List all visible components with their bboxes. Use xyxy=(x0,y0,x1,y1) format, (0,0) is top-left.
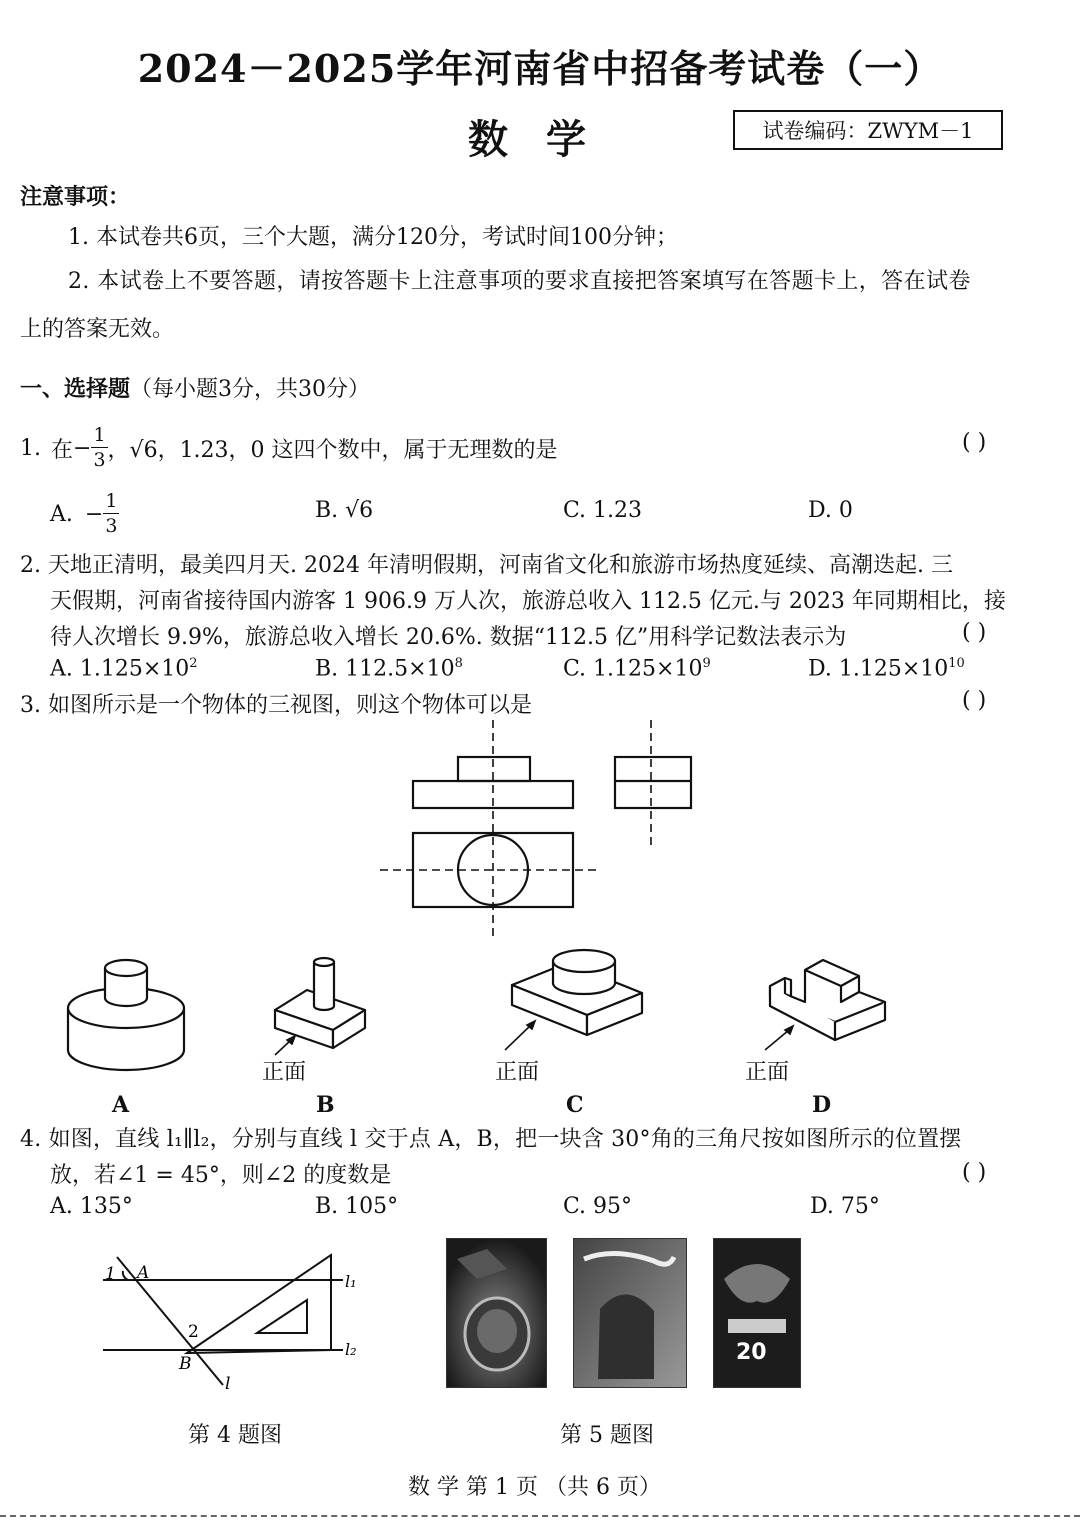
q1-stem xyxy=(20,423,558,473)
q2-line3: 待人次增长 9.9%，旅游总收入增长 20.6%. 数据“112.5 亿”用科学记数法表示为 xyxy=(50,625,847,650)
q3-label-d: D xyxy=(812,1092,832,1118)
q1-option-a-num: 1 xyxy=(105,490,118,512)
q3-option-b-figure xyxy=(265,950,375,1060)
q1-option-a xyxy=(50,488,119,540)
q1-option-c: C. 1.23 xyxy=(563,498,643,523)
q4-label-l: l xyxy=(225,1374,231,1394)
q2-option-d-exp: 10 xyxy=(948,656,965,671)
q3-label-b: B xyxy=(316,1092,335,1118)
q2-option-d xyxy=(808,656,965,681)
q3-option-c-figure xyxy=(497,945,657,1060)
q2-line1: 2. 天地正清明，最美四月天. 2024 年清明假期，河南省文化和旅游市场热度延续、高潮迭起. 三 xyxy=(20,553,953,578)
q1-option-a-den: 3 xyxy=(105,515,118,537)
bottom-dashed-border xyxy=(0,1515,1080,1517)
section1-heading xyxy=(20,372,370,403)
note-item-1: 1. 本试卷共6页，三个大题，满分120分，考试时间100分钟； xyxy=(68,225,678,250)
section1-score: （每小题3分，共30分） xyxy=(130,377,371,402)
q5-poster-2 xyxy=(573,1238,687,1388)
note-item-2-line2: 上的答案无效。 xyxy=(20,317,175,342)
q2-option-a xyxy=(50,656,198,681)
q3-stem: 3. 如图所示是一个物体的三视图，则这个物体可以是 xyxy=(20,693,532,718)
q2-line2: 天假期，河南省接待国内游客 1 906.9 万人次，旅游总收入 112.5 亿元.与 2023 年同期相比，接 xyxy=(50,589,1006,614)
q4-line2: 放，若∠1 = 45°，则∠2 的度数是 xyxy=(50,1163,392,1188)
q2-option-b-exp: 8 xyxy=(454,656,463,671)
q1-option-d: D. 0 xyxy=(808,498,853,523)
front-view-top-block xyxy=(458,757,530,781)
q3-option-a-figure xyxy=(60,950,200,1080)
q1-frac-num: 1 xyxy=(93,424,106,446)
q3-option-d-figure xyxy=(755,950,895,1060)
q4-label-l1: l₁ xyxy=(345,1272,357,1291)
q5-poster-1 xyxy=(446,1238,547,1388)
q3-option-c-front-label: 正面 xyxy=(495,1060,540,1085)
q2-option-c-base: C. 1.125×10 xyxy=(563,656,703,682)
q4-line1: 4. 如图，直线 l₁∥l₂，分别与直线 l 交于点 A，B，把一块含 30°角的三角尺按如图所示的位置摆 xyxy=(20,1127,962,1152)
q1-number: 1. xyxy=(20,435,41,461)
q4-label-angle2: 2 xyxy=(188,1322,199,1342)
q3-label-a: A xyxy=(112,1092,130,1118)
exam-code-box: 试卷编码：ZWYM－1 xyxy=(733,110,1003,150)
q1-option-a-minus: − xyxy=(84,501,104,527)
subject-title: 数学 xyxy=(468,116,624,163)
q4-option-b: B. 105° xyxy=(315,1194,399,1219)
notes-heading: 注意事项： xyxy=(20,184,131,210)
page-footer: 数 学 第 1 页 （共 6 页） xyxy=(408,1475,661,1500)
line-l xyxy=(117,1257,223,1385)
q4-option-c: C. 95° xyxy=(563,1194,633,1219)
q2-option-d-base: D. 1.125×10 xyxy=(808,656,949,682)
set-square-inner xyxy=(257,1300,307,1333)
q1-fraction xyxy=(91,426,107,470)
q5-poster-3 xyxy=(713,1238,801,1388)
q3-label-c: C xyxy=(566,1092,584,1118)
side-view-rect xyxy=(615,757,691,808)
q4-label-point-a: A xyxy=(137,1263,150,1283)
q2-option-b-base: B. 112.5×10 xyxy=(315,656,455,682)
q4-label-l2: l₂ xyxy=(345,1340,357,1359)
q2-answer-paren: ( ) xyxy=(962,620,987,645)
q1-frac-den: 3 xyxy=(93,449,106,471)
q1-prefix: 在 xyxy=(51,437,74,463)
q1-option-b: B. √6 xyxy=(315,498,374,523)
q1-option-a-fraction xyxy=(103,492,119,536)
q2-option-c-exp: 9 xyxy=(702,656,711,671)
q2-option-a-exp: 2 xyxy=(189,656,198,671)
q2-option-c xyxy=(563,656,711,681)
note-item-2-line1: 2. 本试卷上不要答题，请按答题卡上注意事项的要求直接把答案填写在答题卡上，答在试卷 xyxy=(68,269,971,294)
q1-rest: ，√6，1.23，0 这四个数中，属于无理数的是 xyxy=(107,437,558,463)
q3-option-b-front-label: 正面 xyxy=(262,1060,307,1085)
q1-minus: − xyxy=(73,435,92,461)
q5-poster-3-number: 20 xyxy=(736,1340,767,1365)
q4-option-a: A. 135° xyxy=(50,1194,133,1219)
q4-option-d: D. 75° xyxy=(810,1194,880,1219)
q3-three-views-figure xyxy=(375,715,705,945)
q2-option-b xyxy=(315,656,463,681)
q4-figure-caption: 第 4 题图 xyxy=(188,1423,282,1448)
q1-answer-paren: ( ) xyxy=(962,430,987,455)
q4-label-point-b: B xyxy=(179,1354,192,1374)
q3-option-d-front-label: 正面 xyxy=(745,1060,790,1085)
q4-label-angle1: 1 xyxy=(105,1264,116,1284)
q4-answer-paren: ( ) xyxy=(962,1160,987,1185)
q2-option-a-base: A. 1.125×10 xyxy=(50,656,190,682)
q1-option-a-label: A. xyxy=(50,501,73,527)
q3-answer-paren: ( ) xyxy=(962,688,987,713)
set-square-outer xyxy=(187,1255,331,1353)
section1-title: 一、选择题 xyxy=(20,376,131,402)
exam-title: 2024－2025学年河南省中招备考试卷（一） xyxy=(137,46,943,91)
q5-figure-caption: 第 5 题图 xyxy=(560,1423,654,1448)
q4-figure xyxy=(95,1245,375,1395)
